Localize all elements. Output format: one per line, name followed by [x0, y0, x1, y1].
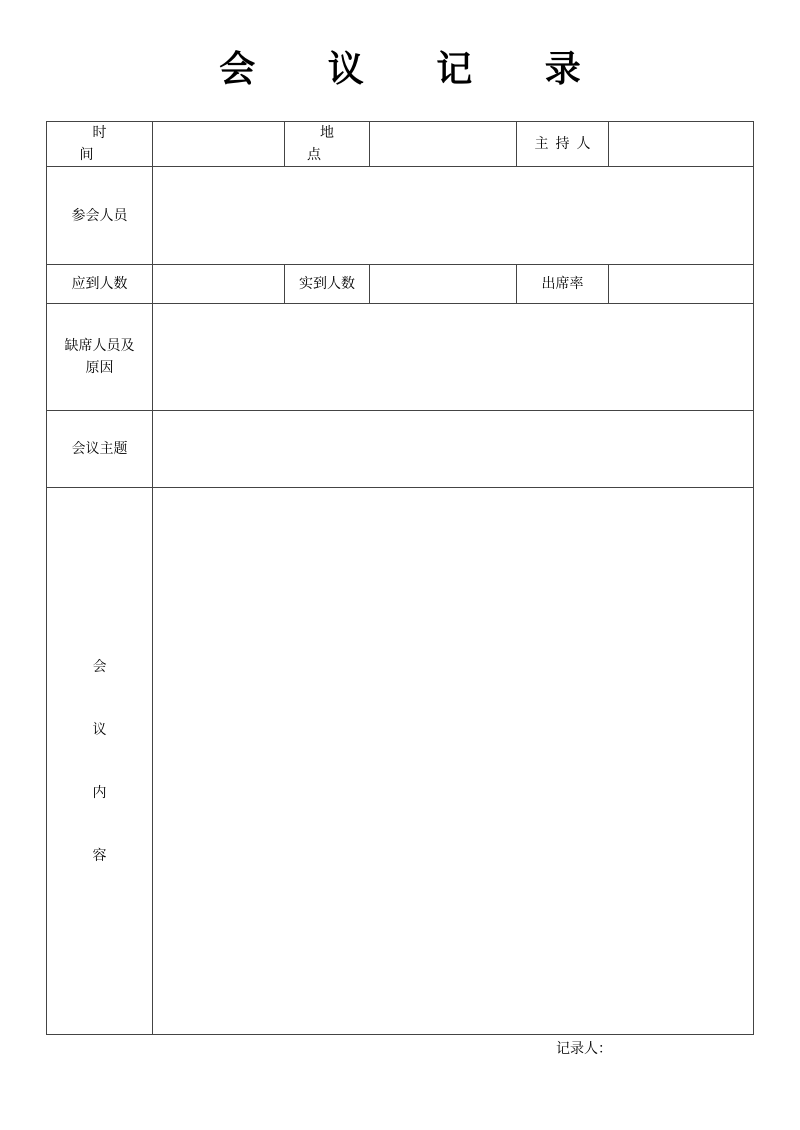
- actual-count-label: 实到人数: [285, 265, 370, 304]
- place-field[interactable]: [370, 122, 517, 167]
- actual-count-field[interactable]: [370, 265, 517, 304]
- time-field[interactable]: [153, 122, 285, 167]
- content-label-char: 内: [92, 784, 107, 801]
- content-label-char: 会: [92, 658, 107, 675]
- topic-label: 会议主题: [47, 411, 153, 488]
- row-absent: [47, 304, 754, 411]
- meeting-record-form: [46, 121, 754, 1035]
- host-label: 主持人: [517, 122, 609, 167]
- absent-label-line1: 缺席人员及: [64, 338, 135, 354]
- expected-count-label: 应到人数: [47, 265, 153, 304]
- attendance-rate-label: 出席率: [517, 265, 609, 304]
- content-label-vertical: [93, 656, 107, 867]
- absent-label: [47, 304, 153, 411]
- place-label: 地点: [285, 122, 370, 167]
- page-title: 会 议 记 录: [219, 49, 611, 90]
- content-label-char: 容: [92, 847, 107, 864]
- absent-field[interactable]: [153, 304, 754, 411]
- row-topic: [47, 411, 754, 488]
- content-label: [47, 488, 153, 1035]
- topic-field[interactable]: [153, 411, 754, 488]
- row-counts: [47, 265, 754, 304]
- row-content: [47, 488, 754, 1035]
- row-attendees: [47, 167, 754, 265]
- attendees-label: 参会人员: [47, 167, 153, 265]
- recorder-line: [556, 1039, 612, 1059]
- row-time-place-host: [47, 122, 754, 167]
- host-field[interactable]: [609, 122, 754, 167]
- absent-label-line2: 原因: [85, 360, 114, 376]
- attendance-rate-field[interactable]: [609, 265, 754, 304]
- content-field[interactable]: [153, 488, 754, 1035]
- time-label: 时间: [47, 122, 153, 167]
- recorder-label: 记录人：: [556, 1041, 612, 1057]
- content-label-char: 议: [92, 721, 107, 738]
- attendees-field[interactable]: [153, 167, 754, 265]
- expected-count-field[interactable]: [153, 265, 285, 304]
